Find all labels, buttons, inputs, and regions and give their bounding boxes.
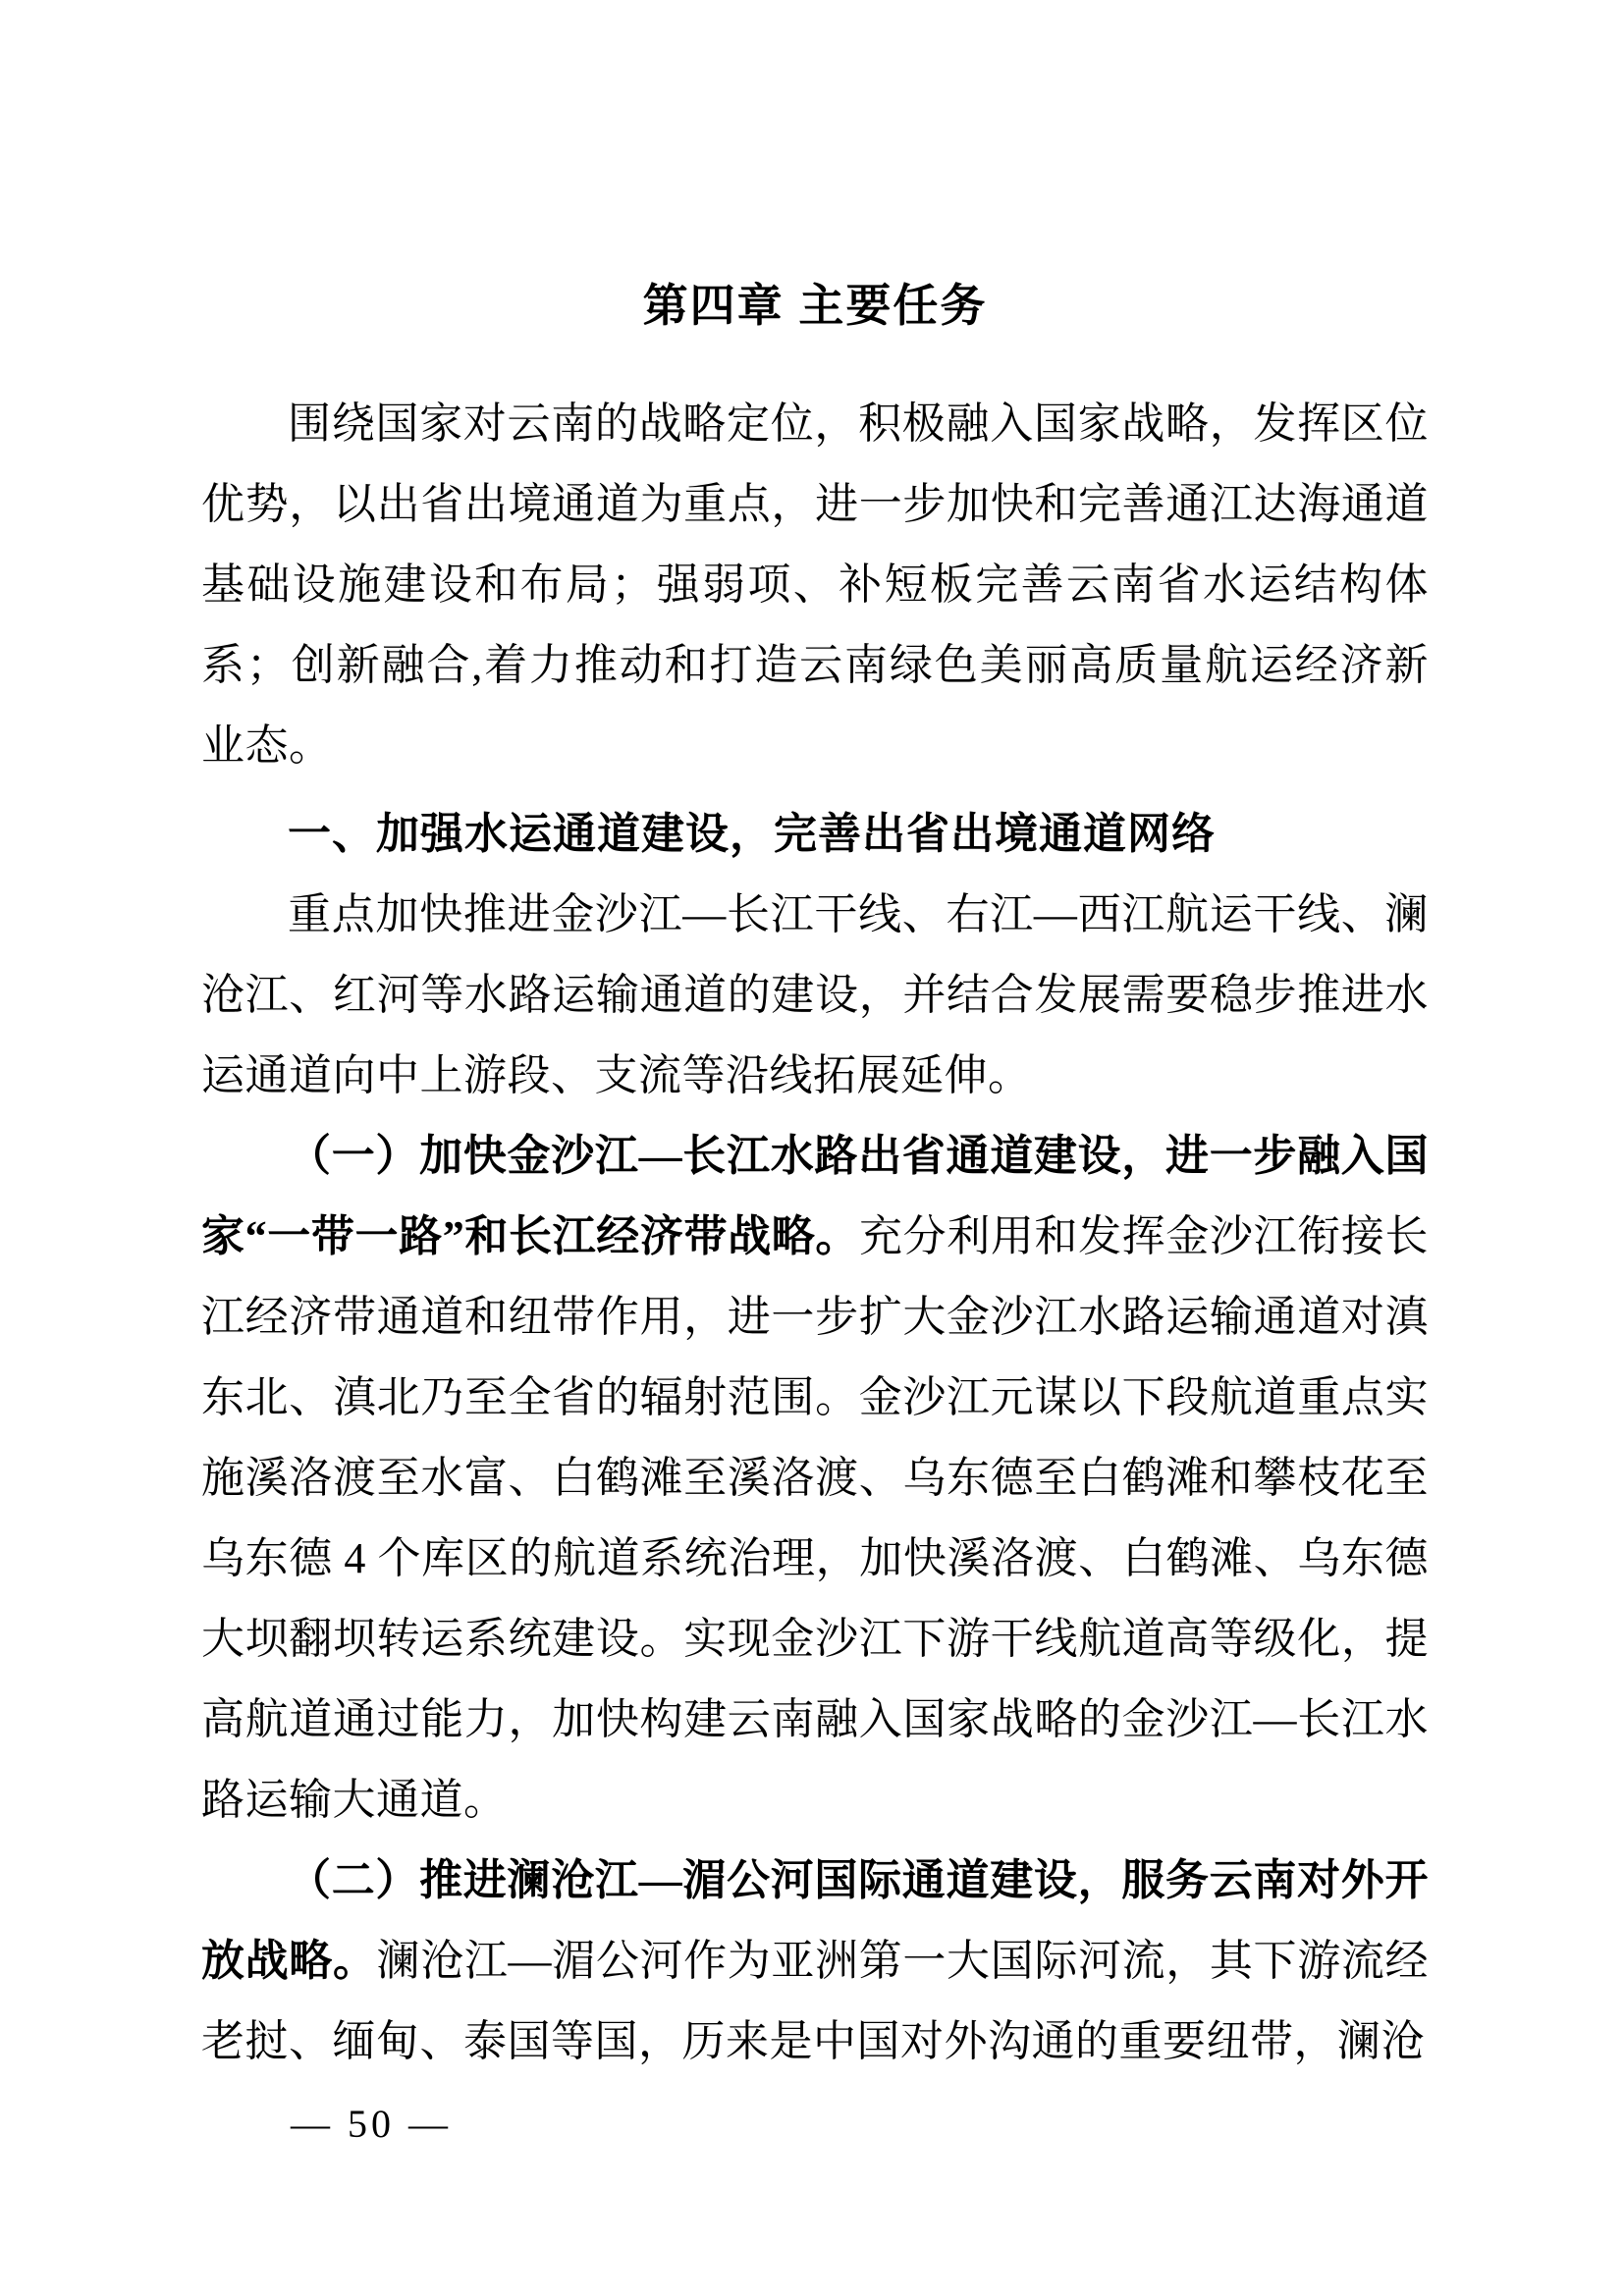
item-1-body-text: 充分利用和发挥金沙江衔接长江经济带通道和纽带作用，进一步扩大金沙江水路运输通道对滇东北、滇北乃至全省的辐射范围。金沙江元谋以下段航道重点实施溪洛渡至水富、白鹤滩至溪洛渡、乌东德至白鹤滩和攀枝花至乌东德 4 个库区的航道系统治理，加快溪洛渡、白鹤滩、乌东德大坝翻坝转运系统建设。实现金沙江下游干线航道高等级化，提高航道通过能力，加快构建云南融入国家战略的金沙江—长江水路运输大通道。 — [201, 1211, 1429, 1824]
section-heading: 一、加强水运通道建设，完善出省出境通道网络 — [288, 809, 1216, 858]
intro-paragraph: 围绕国家对云南的战略定位，积极融入国家战略，发挥区位优势，以出省出境通道为重点，进一步加快和完善通江达海通道基础设施建设和布局；强弱项、补短板完善云南省水运结构体系；创新融合,着力推动和打造云南绿色美丽高质量航运经济新业态。 — [201, 399, 1429, 770]
page-number: — 50 — — [291, 2102, 452, 2146]
item-1-lead-sentence: （一）加快金沙江—长江水路出省通道建设，进一步融入国家“一带一路”和长江经济带战略。 — [201, 1131, 1429, 1260]
item-2-lead-sentence: （二）推进澜沧江—湄公河国际通道建设，服务云南对外开放战略。 — [201, 1855, 1429, 1985]
section-lead-paragraph: 重点加快推进金沙江—长江干线、右江—西江航运干线、澜沧江、红河等水路运输通道的建设，并结合发展需要稳步推进水运通道向中上游段、支流等沿线拓展延伸。 — [201, 889, 1429, 1099]
item-1-paragraph — [201, 1116, 1429, 1841]
document-page — [201, 281, 1429, 2082]
item-2-paragraph — [201, 1841, 1429, 2082]
item-2-body-text: 澜沧江—湄公河作为亚洲第一大国际河流，其下游流经老挝、缅甸、泰国等国，历来是中国对外沟通的重要纽带，澜沧 — [201, 1936, 1429, 2065]
chapter-title: 第四章 主要任务 — [642, 280, 988, 331]
